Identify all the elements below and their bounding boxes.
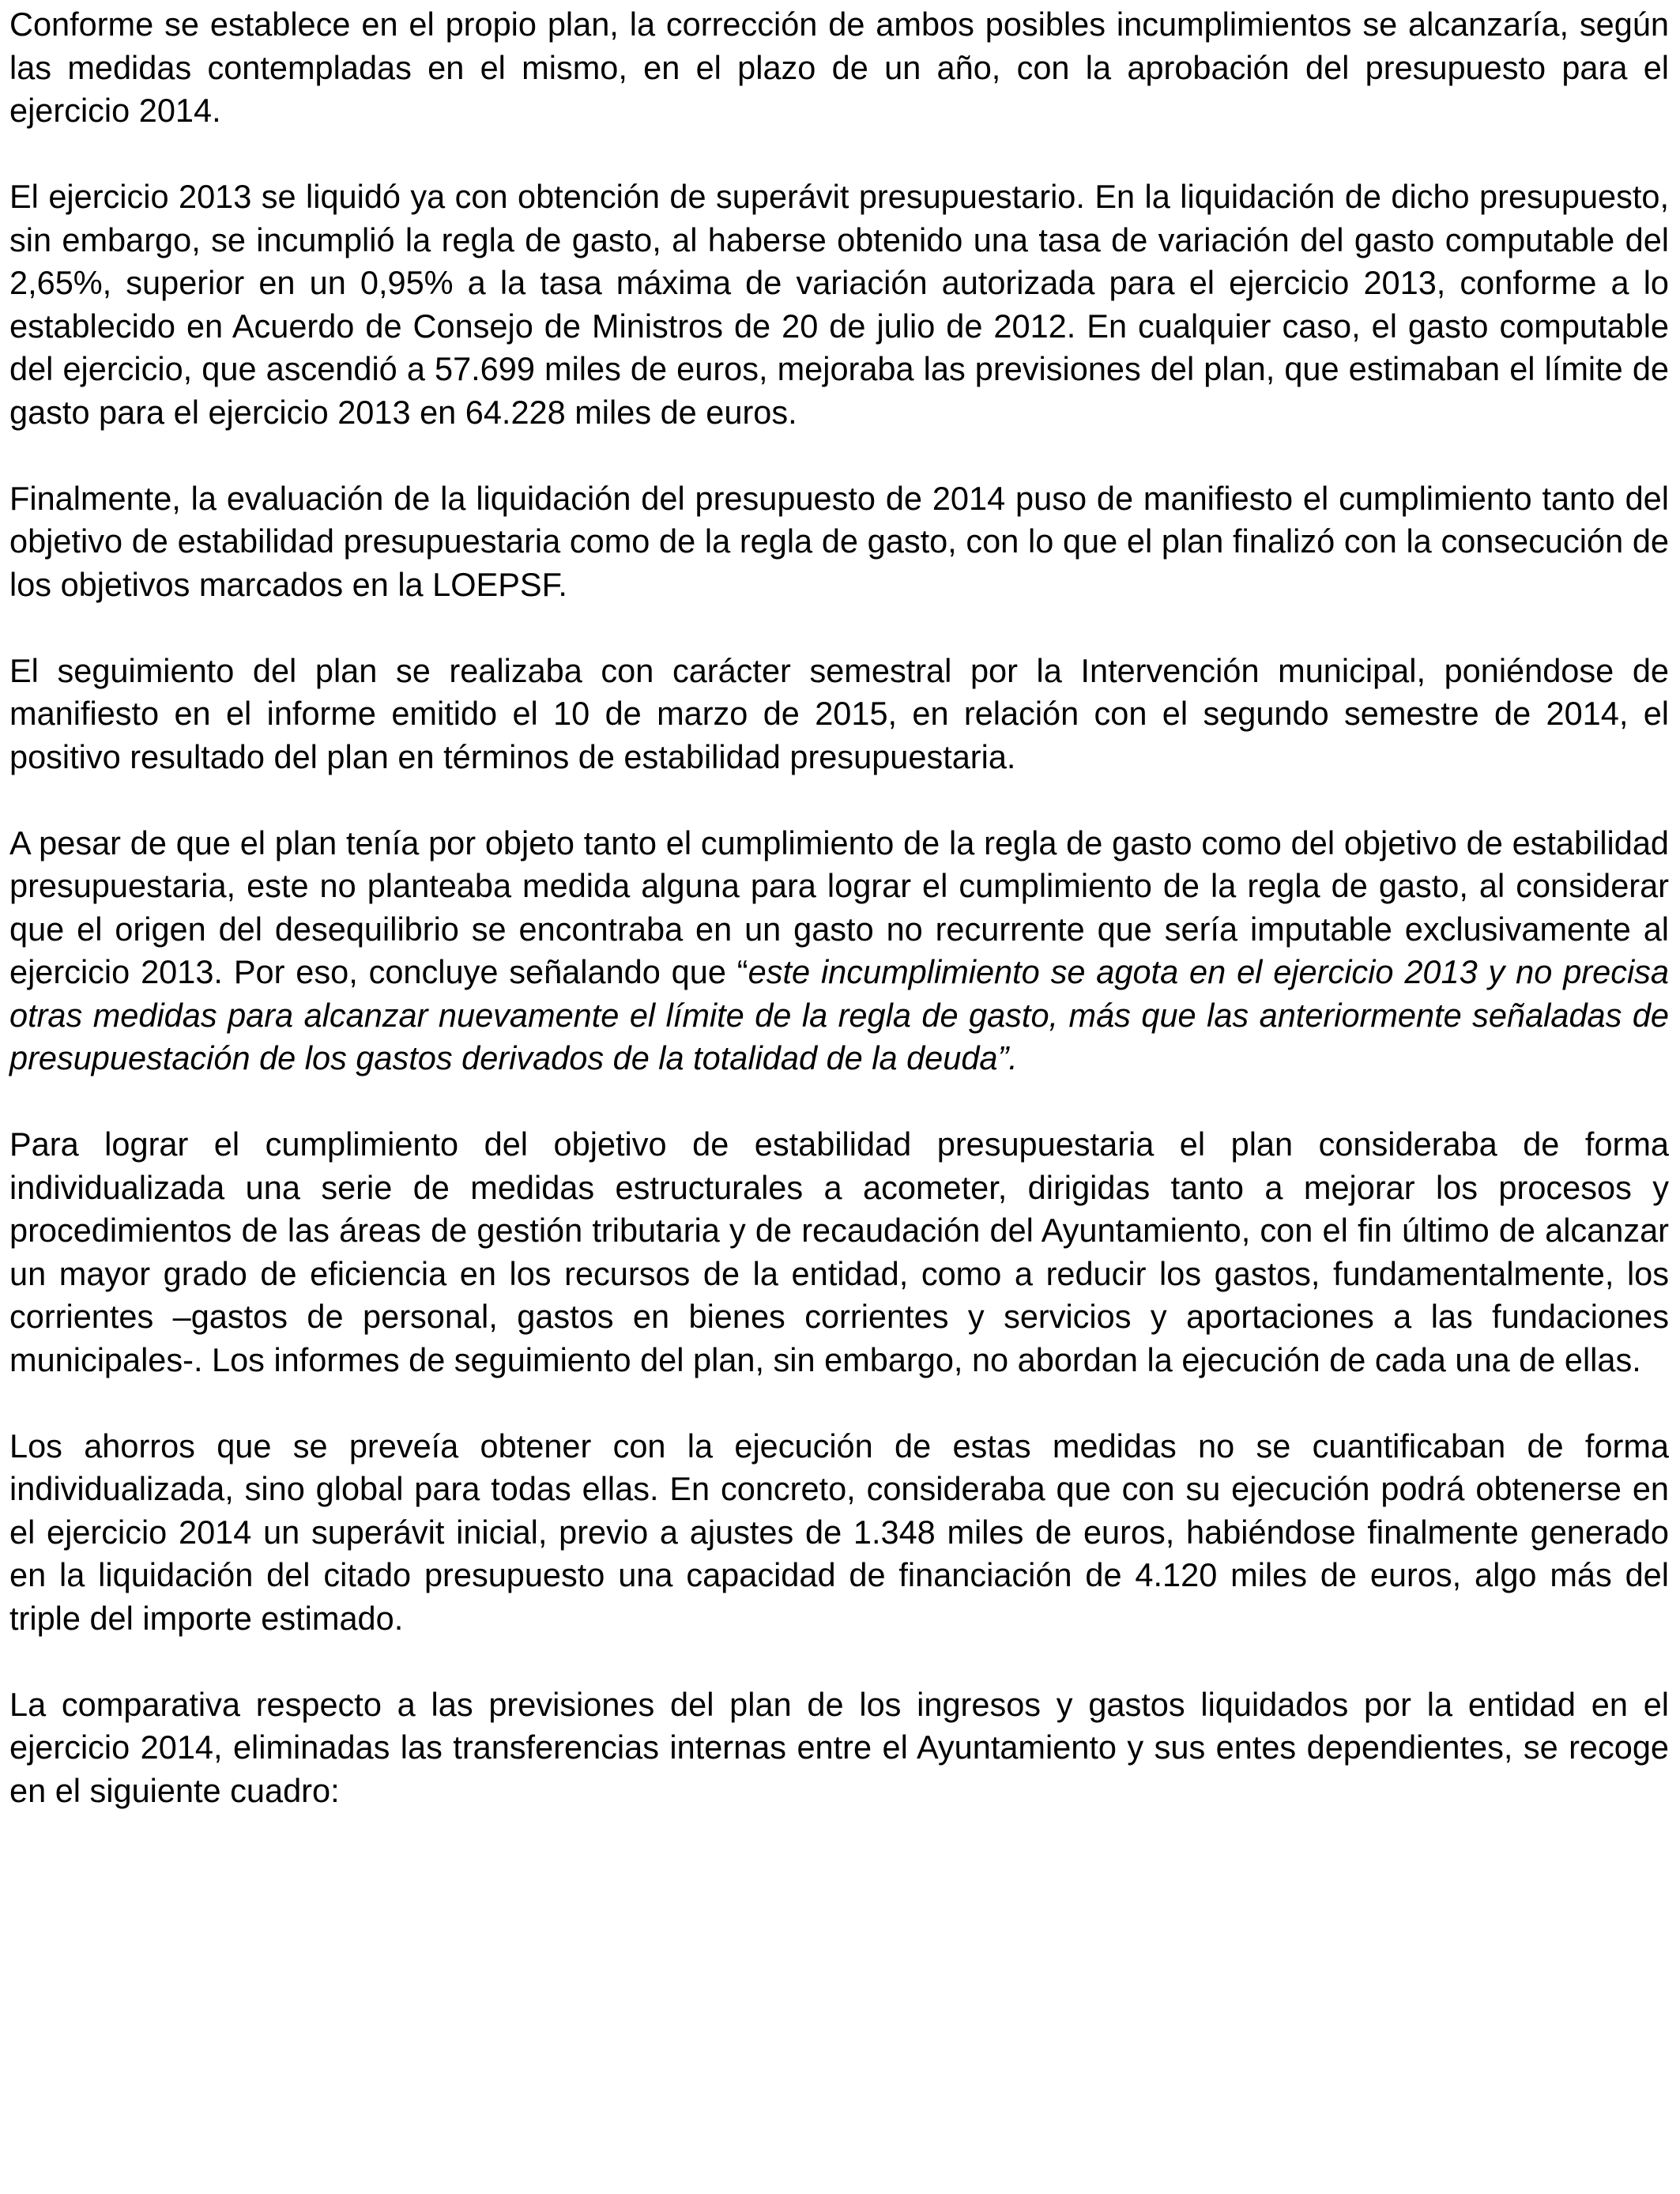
- paragraph-4: [9, 650, 1669, 779]
- paragraph-6: [9, 1123, 1669, 1382]
- paragraph-5: [9, 822, 1669, 1080]
- paragraph-5-text: A pesar de que el plan tenía por objeto tanto el cumplimiento de la regla de gasto como del objetivo de estabilidad presupuestaria, este no planteaba medida alguna para lograr el cumplimiento de la regla de gasto, al considerar que el origen del desequilibrio se encontraba en un gasto no recurrente que sería imputable exclusivamente al ejercicio 2013. Por eso, concluye señalando que “: [9, 824, 1669, 990]
- paragraph-6-text: Para lograr el cumplimiento del objetivo de estabilidad presupuestaria el plan consideraba de forma individualizada una serie de medidas estructurales a acometer, dirigidas tanto a mejorar los procesos y procedimientos de las áreas de gestión tributaria y de recaudación del Ayuntamiento, con el fin último de alcanzar un mayor grado de eficiencia en los recursos de la entidad, como a reducir los gastos, fundamentalmente, los corrientes –gastos de personal, gastos en bienes corrientes y servicios y aportaciones a las fundaciones municipales-. Los informes de seguimiento del plan, sin embargo, no abordan la ejecución de cada una de ellas.: [9, 1125, 1669, 1378]
- paragraph-2-text: El ejercicio 2013 se liquidó ya con obtención de superávit presupuestario. En la liquidación de dicho presupuesto, sin embargo, se incumplió la regla de gasto, al haberse obtenido una tasa de variación del gasto computable del 2,65%, superior en un 0,95% a la tasa máxima de variación autorizada para el ejercicio 2013, conforme a lo establecido en Acuerdo de Consejo de Ministros de 20 de julio de 2012. En cualquier caso, el gasto computable del ejercicio, que ascendió a 57.699 miles de euros, mejoraba las previsiones del plan, que estimaban el límite de gasto para el ejercicio 2013 en 64.228 miles de euros.: [9, 178, 1669, 431]
- paragraph-4-text: El seguimiento del plan se realizaba con carácter semestral por la Intervención municipal, poniéndose de manifiesto en el informe emitido el 10 de marzo de 2015, en relación con el segundo semestre de 2014, el positivo resultado del plan en términos de estabilidad presupuestaria.: [9, 651, 1669, 775]
- paragraph-8-text: La comparativa respecto a las previsiones del plan de los ingresos y gastos liquidados por la entidad en el ejercicio 2014, eliminadas las transferencias internas entre el Ayuntamiento y sus entes dependientes, se recoge en el siguiente cuadro:: [9, 1685, 1669, 1809]
- paragraph-7-text: Los ahorros que se preveía obtener con la ejecución de estas medidas no se cuantificaban de forma individualizada, sino global para todas ellas. En concreto, consideraba que con su ejecución podrá obtenerse en el ejercicio 2014 un superávit inicial, previo a ajustes de 1.348 miles de euros, habiéndose finalmente generado en la liquidación del citado presupuesto una capacidad de financiación de 4.120 miles de euros, algo más del triple del importe estimado.: [9, 1427, 1669, 1637]
- paragraph-5-quote: este incumplimiento se agota en el ejercicio 2013 y no precisa otras medidas para alcanzar nuevamente el límite de la regla de gasto, más que las anteriormente señaladas de presupuestación de los gastos derivados de la totalidad de la deuda”.: [9, 953, 1669, 1076]
- paragraph-2: [9, 175, 1669, 434]
- paragraph-1: [9, 3, 1669, 133]
- paragraph-8: [9, 1683, 1669, 1813]
- paragraph-1-text: Conforme se establece en el propio plan, la corrección de ambos posibles incumplimientos se alcanzaría, según las medidas contempladas en el mismo, en el plazo de un año, con la aprobación del presupuesto para el ejercicio 2014.: [9, 6, 1669, 129]
- paragraph-3: [9, 477, 1669, 607]
- paragraph-7: [9, 1425, 1669, 1641]
- document-page: [9, 3, 1669, 1856]
- paragraph-3-text: Finalmente, la evaluación de la liquidación del presupuesto de 2014 puso de manifiesto el cumplimiento tanto del objetivo de estabilidad presupuestaria como de la regla de gasto, con lo que el plan finalizó con la consecución de los objetivos marcados en la LOEPSF.: [9, 479, 1669, 603]
